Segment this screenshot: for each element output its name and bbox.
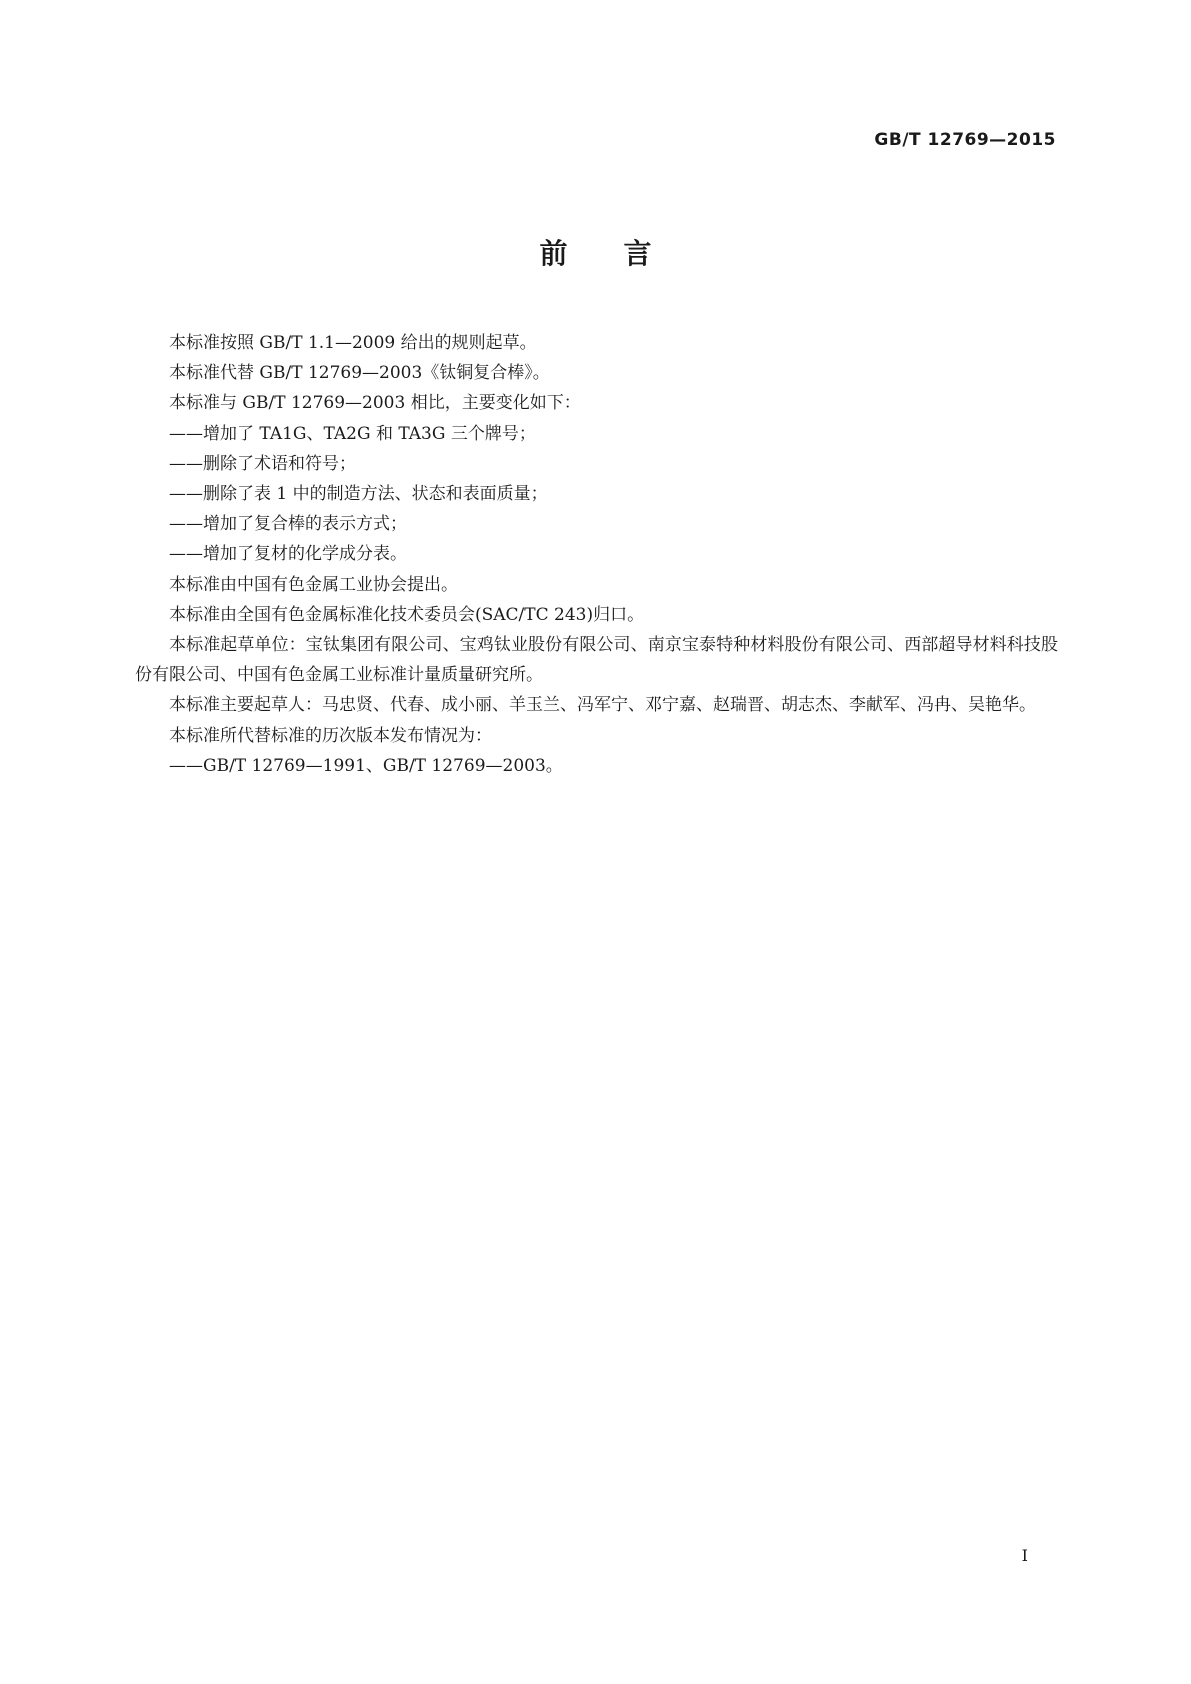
paragraph-drafters: 本标准主要起草人：马忠贤、代春、成小丽、羊玉兰、冯军宁、邓宁嘉、赵瑞晋、胡志杰、李献军、冯冉、吴艳华。 [169, 695, 1036, 716]
foreword-body [135, 328, 1058, 781]
paragraph-proposer: 本标准由中国有色金属工业协会提出。 [169, 574, 458, 595]
change-item: ——删除了表 1 中的制造方法、状态和表面质量； [169, 484, 548, 505]
page-number: I [1021, 1546, 1028, 1565]
page-title: 前言 [539, 237, 708, 270]
standard-number: GB/T 12769—2015 [874, 130, 1056, 150]
change-item: ——增加了复合棒的表示方式； [169, 514, 407, 535]
paragraph-changes-intro: 本标准与 GB/T 12769—2003 相比，主要变化如下： [169, 393, 581, 414]
change-item: ——增加了 TA1G、TA2G 和 TA3G 三个牌号； [169, 423, 536, 444]
paragraph-replaces: 本标准代替 GB/T 12769—2003《钛铜复合棒》。 [169, 363, 550, 384]
paragraph-drafting-units: 本标准起草单位：宝钛集团有限公司、宝鸡钛业股份有限公司、南京宝泰特种材料股份有限公司、西部超导材料科技股份有限公司、中国有色金属工业标准计量质量研究所。 [135, 635, 1058, 686]
paragraph-history-intro: 本标准所代替标准的历次版本发布情况为： [169, 725, 492, 746]
change-item: ——删除了术语和符号； [169, 453, 356, 474]
paragraph-committee: 本标准由全国有色金属标准化技术委员会(SAC/TC 243)归口。 [169, 604, 645, 625]
history-item: ——GB/T 12769—1991、GB/T 12769—2003。 [169, 755, 563, 776]
paragraph-drafting-rules: 本标准按照 GB/T 1.1—2009 给出的规则起草。 [169, 333, 537, 353]
change-item: ——增加了复材的化学成分表。 [169, 544, 407, 565]
